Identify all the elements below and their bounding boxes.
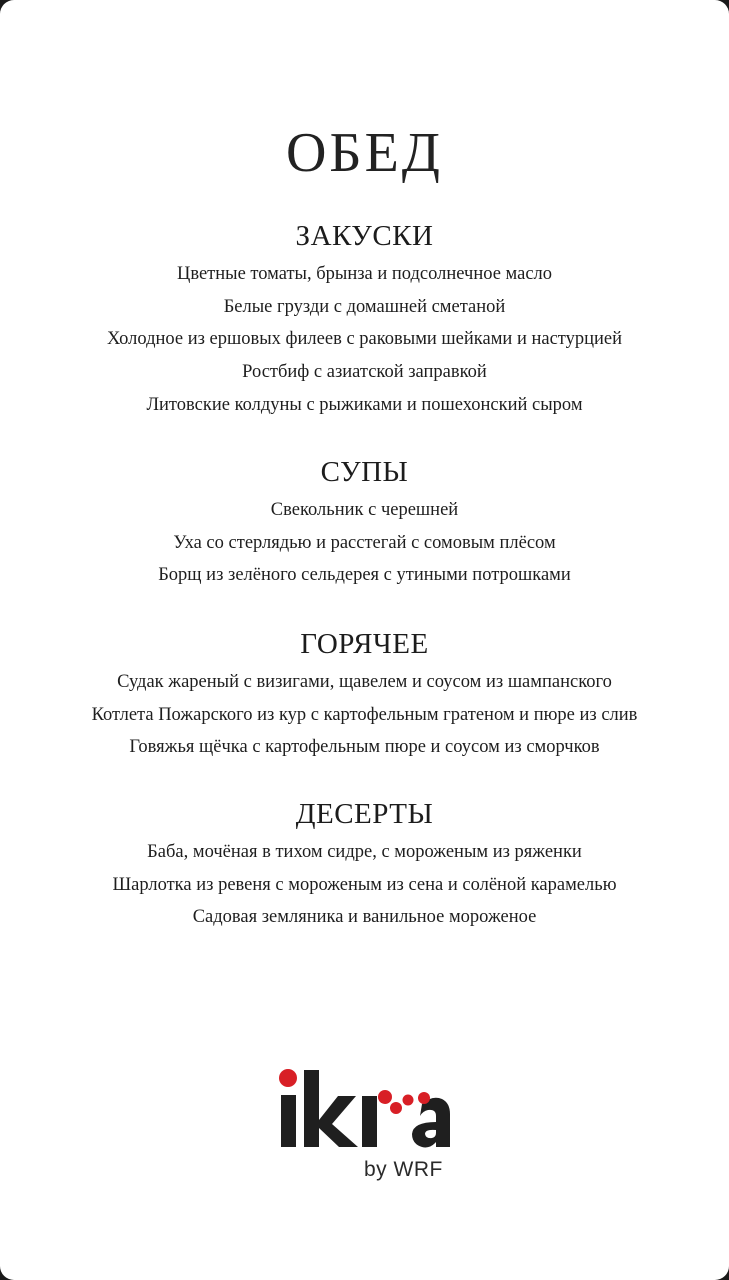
section-heading: СУПЫ xyxy=(320,456,409,488)
logo-dot xyxy=(378,1090,392,1104)
logo-letter xyxy=(412,1098,450,1148)
menu-item: Котлета Пожарского из кур с картофельным гратеном и пюре из слив xyxy=(91,704,638,725)
logo-dot xyxy=(418,1092,430,1104)
menu-item: Холодное из ершовых филеев с раковыми шейками и настурцией xyxy=(106,329,623,350)
menu-item: Ростбиф с азиатской заправкой xyxy=(242,362,487,383)
section-items xyxy=(0,836,729,934)
section-items xyxy=(0,666,729,764)
logo-dot xyxy=(403,1095,414,1106)
section-heading: ЗАКУСКИ xyxy=(295,220,434,252)
logo-subtitle: by WRF xyxy=(364,1158,443,1181)
ikra-logo xyxy=(276,1064,456,1194)
logo-dot xyxy=(390,1102,402,1114)
logo-letter xyxy=(304,1070,319,1147)
menu-item: Белые грузди с домашней сметаной xyxy=(223,296,506,317)
menu-title: ОБЕД xyxy=(285,122,443,184)
menu-item: Говяжья щёчка с картофельным пюре и соусом из сморчков xyxy=(129,737,600,758)
ikra-wordmark-icon xyxy=(276,1064,456,1154)
menu-item: Баба, мочёная в тихом сидре, с мороженым из ряженки xyxy=(147,842,582,862)
section-heading: ГОРЯЧЕЕ xyxy=(300,628,429,660)
menu-section-supy xyxy=(0,454,729,592)
menu-item: Садовая земляника и ванильное мороженое xyxy=(192,907,537,928)
menu-item: Уха со стерлядью и расстегай с сомовым плёсом xyxy=(173,532,556,553)
menu-item: Судак жареный с визигами, щавелем и соусом из шампанского xyxy=(117,672,612,692)
menu-item: Борщ из зелёного сельдерея с утиными потрошками xyxy=(158,565,571,586)
menu-section-zakuski xyxy=(0,218,729,422)
logo-letter xyxy=(281,1095,296,1147)
section-heading: ДЕСЕРТЫ xyxy=(295,798,434,830)
menu-item: Шарлотка из ревеня с мороженым из сена и солёной карамелью xyxy=(112,874,617,895)
logo-letter xyxy=(362,1096,377,1147)
menu-item: Литовские колдуны с рыжиками и пошехонский сыром xyxy=(146,394,583,415)
section-items xyxy=(0,258,729,422)
menu-section-deserty xyxy=(0,796,729,934)
menu-section-goryachee xyxy=(0,626,729,764)
section-items xyxy=(0,494,729,592)
logo-letter xyxy=(319,1096,358,1147)
menu-item: Цветные томаты, брынза и подсолнечное масло xyxy=(176,264,553,284)
logo-dot xyxy=(279,1069,297,1087)
menu-item: Свекольник с черешней xyxy=(270,500,459,520)
